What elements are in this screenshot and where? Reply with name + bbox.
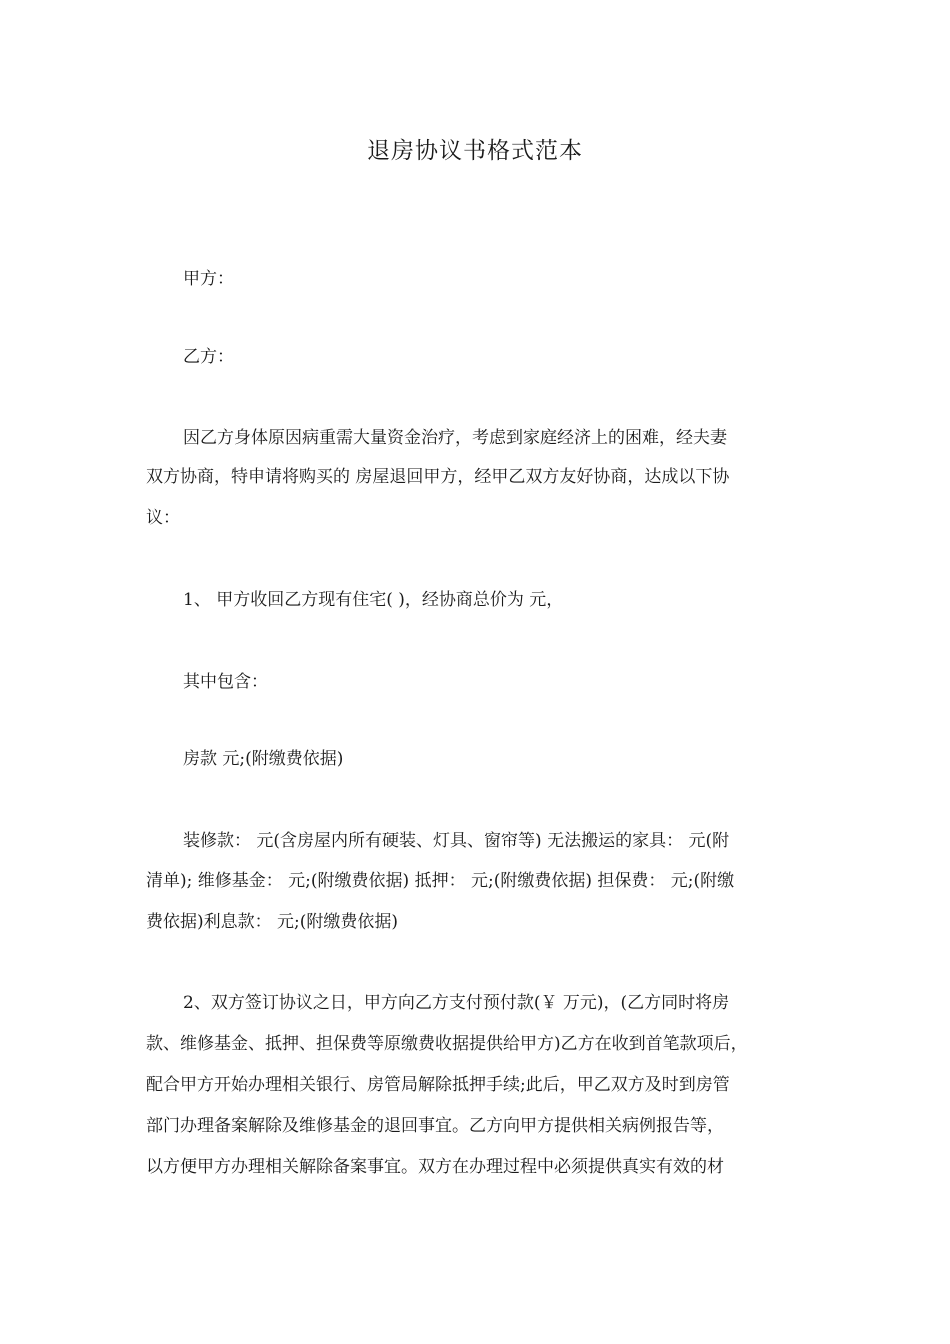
intro-line: 议： — [146, 508, 180, 528]
clause-2-line: 以方便甲方办理相关解除备案事宜。双方在办理过程中必须提供真实有效的材 — [146, 1157, 724, 1177]
intro-line: 双方协商，特申请将购买的 房屋退回甲方，经甲乙双方友好协商，达成以下协 — [146, 467, 730, 487]
party-a-label: 甲方： — [183, 269, 234, 289]
decoration-line: 装修款： 元(含房屋内所有硬装、灯具、窗帘等) 无法搬运的家具： 元(附 — [183, 831, 730, 851]
intro-line: 因乙方身体原因病重需大量资金治疗，考虑到家庭经济上的困难，经夫妻 — [183, 428, 727, 448]
decoration-line: 费依据)利息款： 元;(附缴费依据) — [146, 912, 399, 932]
clause-2-line: 部门办理备案解除及维修基金的退回事宜。乙方向甲方提供相关病例报告等， — [146, 1116, 724, 1136]
clause-2-line: 配合甲方开始办理相关银行、房管局解除抵押手续;此后，甲乙双方及时到房管 — [146, 1075, 730, 1095]
party-b-label: 乙方： — [183, 347, 234, 367]
decoration-line: 清单); 维修基金： 元;(附缴费依据) 抵押： 元;(附缴费依据) 担保费： 元;(附缴 — [146, 871, 735, 891]
clause-1: 1、 甲方收回乙方现有住宅( )，经协商总价为 元， — [183, 590, 564, 610]
clause-2-line: 款、维修基金、抵押、担保费等原缴费收据提供给甲方)乙方在收到首笔款项后， — [146, 1034, 748, 1054]
house-payment-line: 房款 元;(附缴费依据) — [183, 749, 344, 769]
includes-label: 其中包含： — [183, 672, 268, 692]
document-title: 退房协议书格式范本 — [367, 138, 583, 164]
clause-2-line: 2、双方签订协议之日，甲方向乙方支付预付款(￥ 万元)，(乙方同时将房 — [183, 993, 730, 1013]
